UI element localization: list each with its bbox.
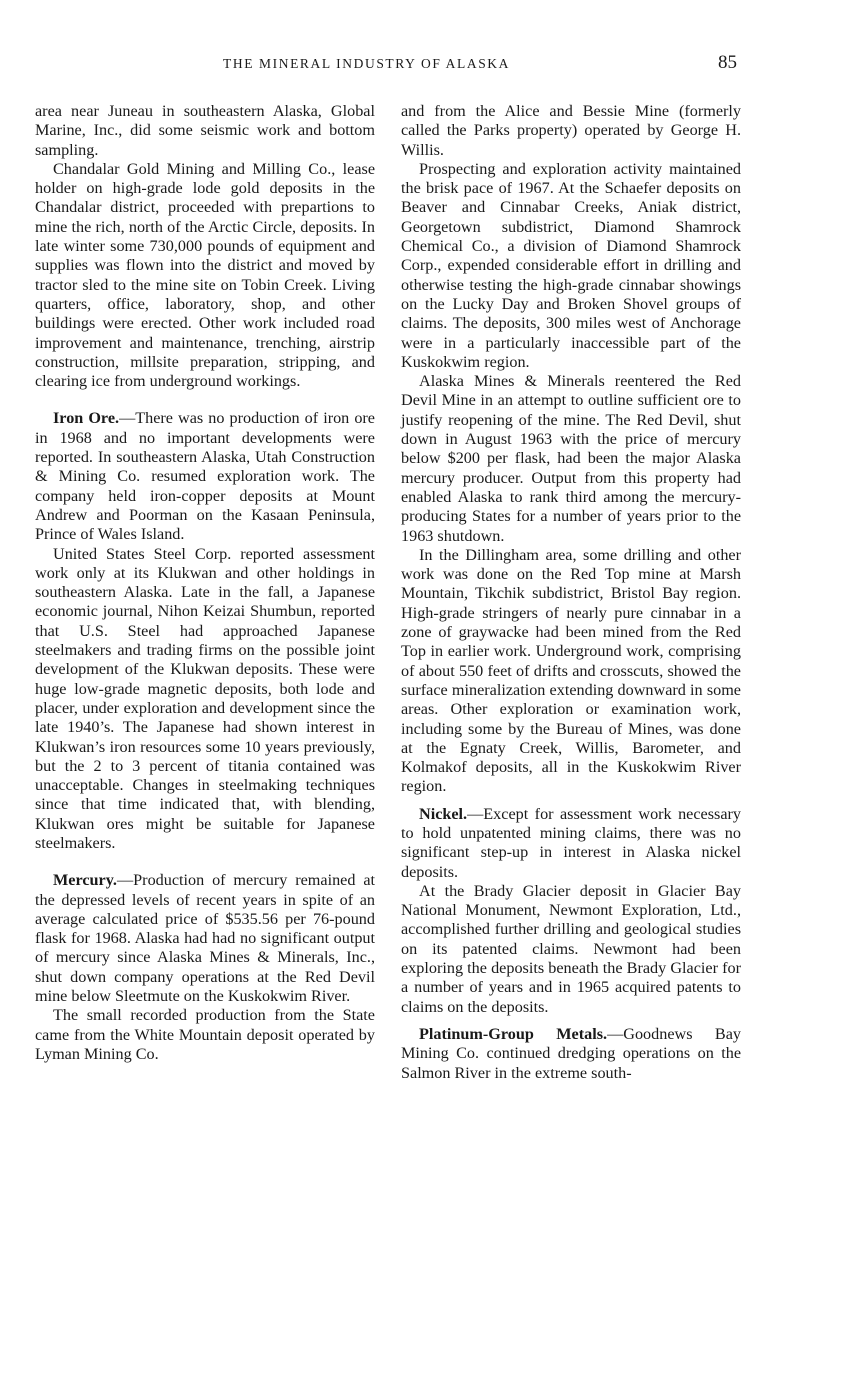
paragraph-platinum	[401, 1025, 741, 1083]
running-title: THE MINERAL INDUSTRY OF ALASKA	[223, 56, 511, 71]
page-header	[0, 52, 862, 76]
page-number: 85	[718, 52, 737, 73]
paragraph: and from the Alice and Bessie Mine (formerly called the Parks property) operated by George H. Willis.	[401, 102, 741, 159]
section-heading-nickel: Nickel.	[419, 804, 468, 823]
paragraph-text: —There was no production of iron ore in 1968 and no important developments were reported. In southeastern Alaska, Utah Construction & Mining Co. resumed exploration work. The company held iron-copper deposits at Mount Andrew and Poorman on the Kasaan Peninsula, Prince of Wales Island.	[35, 409, 375, 544]
paragraph-nickel	[401, 805, 741, 882]
paragraph-text: —Production of mercury remained at the depressed levels of recent years in spite of an average calculated price of $535.56 per 76-pound flask for 1968. Alaska had had no significant output of mercury since Alaska Mines & Minerals, Inc., shut down company operations at the Red Devil mine below Sleetmute on the Kuskokwim River.	[35, 871, 375, 1006]
paragraph-iron-ore	[35, 409, 375, 544]
paragraph: In the Dillingham area, some drilling and other work was done on the Red Top mine at Marsh Mountain, Tikchik subdistrict, Bristol Bay region. High-grade stringers of nearly pure cinnabar in a zone of graywacke had been mined from the Red Top in earlier work. Underground work, comprising of about 550 feet of drifts and crosscuts, showed the surface mineralization extending downward in some areas. Other exploration or examination work, including some by the Bureau of Mines, was done at the Egnaty Creek, Willis, Barometer, and Kolmakof deposits, all in the Kuskokwim River region.	[401, 545, 741, 796]
paragraph: area near Juneau in southeastern Alaska, Global Marine, Inc., did some seismic work and bottom sampling.	[35, 102, 375, 159]
left-column	[35, 102, 375, 1064]
paragraph: United States Steel Corp. reported assessment work only at its Klukwan and other holdings in southeastern Alaska. Late in the fall, a Japanese economic journal, Nihon Keizai Shumbun, reported that U.S. Steel had approached Japanese steelmakers and trading firms on the possible joint development of the Klukwan deposits. These were huge low-grade magnetic deposits, both lode and placer, under exploration and development since the late 1940’s. The Japanese had shown interest in Klukwan’s iron resources some 10 years previously, but the 2 to 3 percent of titania contained was unacceptable. Changes in steelmaking techniques since that time indicated that, with blending, Klukwan ores might be suitable for Japanese steelmakers.	[35, 544, 375, 852]
section-heading-mercury: Mercury.	[53, 871, 117, 890]
right-column	[401, 102, 741, 1083]
paragraph: Prospecting and exploration activity maintained the brisk pace of 1967. At the Schaefer deposits on Beaver and Cinnabar Creeks, Aniak district, Georgetown subdistrict, Diamond Shamrock Chemical Co., a division of Diamond Shamrock Corp., expended considerable effort in drilling and otherwise testing the high-grade cinnabar showings on the Lucky Day and Broken Shovel groups of claims. The deposits, 300 miles west of Anchorage were in a particularly inaccessible part of the Kuskokwim region.	[401, 159, 741, 371]
paragraph: Alaska Mines & Minerals reentered the Red Devil Mine in an attempt to outline sufficient ore to justify reopening of the mine. The Red Devil, shut down in August 1963 with the price of mercury below $200 per flask, had been the major Alaska mercury producer. Output from this property had enabled Alaska to rank third among the mercury-producing States for a number of years prior to the 1963 shutdown.	[401, 372, 741, 545]
paragraph-text: —Except for assessment work necessary to hold unpatented mining claims, there was no significant step-up in interest in Alaska nickel deposits.	[401, 804, 741, 881]
paragraph: The small recorded production from the State came from the White Mountain deposit operated by Lyman Mining Co.	[35, 1006, 375, 1063]
paragraph: Chandalar Gold Mining and Milling Co., lease holder on high-grade lode gold deposits in the Chandalar district, proceeded with prepartions to mine the rich, north of the Arctic Circle, deposits. In late winter some 730,000 pounds of equipment and supplies was flown into the district and moved by tractor sled to the mine site on Tobin Creek. Living quarters, office, laboratory, shop, and other buildings were erected. Other work included road improvement and maintenance, trenching, airstrip construction, millsite preparation, stripping, and clearing ice from underground workings.	[35, 159, 375, 391]
paragraph-mercury	[35, 871, 375, 1006]
paragraph: At the Brady Glacier deposit in Glacier Bay National Monument, Newmont Exploration, Ltd., accomplished further drilling and geological studies on its patented claims. Newmont had been exploring the deposits beneath the Brady Glacier for a number of years and in 1965 acquired patents to claims on the deposits.	[401, 881, 741, 1016]
section-heading-iron-ore: Iron Ore.	[53, 409, 120, 428]
section-heading-platinum: Platinum-Group Metals.	[419, 1024, 608, 1043]
paragraph-text: —Goodnews Bay Mining Co. continued dredging operations on the Salmon River in the extreme south-	[401, 1024, 741, 1082]
